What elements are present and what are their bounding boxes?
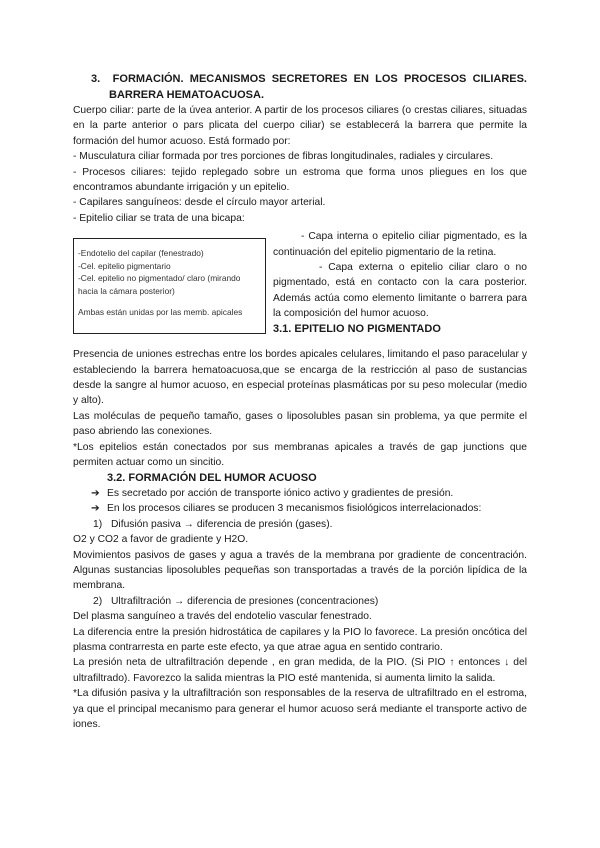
arrow-right-icon: ➔ [91, 503, 100, 515]
item-number: 1) [93, 518, 103, 530]
item-text: Difusión pasiva → diferencia de presión (gases). [111, 518, 333, 530]
heading-title: FORMACIÓN. MECANISMOS SECRETORES EN LOS PROCESOS CILIARES. [112, 73, 527, 85]
intro-item: - Capilares sanguíneos: desde el círculo mayor arterial. [73, 197, 326, 209]
paragraph: *Los epitelios están conectados por sus membranas apicales a través de gap junctions que permiten actuar como un sincitio. [73, 441, 527, 469]
bullet-item [73, 501, 527, 516]
bullet-item [73, 486, 527, 501]
numbered-item [73, 517, 527, 532]
document-page [73, 72, 527, 733]
heading-line-2: BARRERA HEMATOACUOSA. [109, 88, 265, 101]
box-line: Ambas están unidas por las memb. apicales [78, 306, 243, 317]
box-line: -Endotelio del capilar (fenestrado) [78, 248, 204, 259]
intro-item: - Procesos ciliares: tejido replegado sobre un estroma que forma unos pliegues en los que encontramos abundante irrigación y un epitelio. [73, 166, 527, 194]
paragraph: Del plasma sanguíneo a través del endotelio vascular fenestrado. [73, 611, 372, 623]
diagram-label-box [73, 238, 266, 334]
section-3-1-title: 3.1. EPITELIO NO PIGMENTADO [273, 322, 441, 335]
paragraph: Movimientos pasivos de gases y agua a través de la membrana por gradiente de concentración. Algunas sustancias liposolubles pequeñas son transportadas a través de la porción lipídica de la membrana. [73, 549, 527, 592]
box-line: hacia la cámara posterior) [78, 286, 175, 297]
box-line: -Cel. epitelio no pigmentado/ claro (mirando [78, 273, 241, 284]
section-heading [73, 72, 527, 103]
bilayer-description [273, 229, 527, 337]
outer-layer-text: - Capa externa o epitelio ciliar claro o no pigmentado, está en contacto con la cara posterior. Además actúa como elemento limitante o barrera para la composición del humor acuoso. [273, 262, 527, 320]
paragraph: *La difusión pasiva y la ultrafiltración son responsables de la reserva de ultrafiltrado en el estroma, ya que el principal mecanismo para generar el humor acuoso será mediante el transporte activo de iones. [73, 688, 527, 731]
paragraph: La presión neta de ultrafiltración depende , en gran medida, de la PIO. (Si PIO ↑ entonces ↓ del ultrafiltrado). Favorezco la salida mientras la PIO esté mantenida, si aumenta limito la salida. [73, 657, 527, 684]
item-number: 2) [93, 595, 103, 607]
bilayer-section [73, 229, 527, 347]
heading-line-1 [73, 72, 527, 88]
intro-item: - Epitelio ciliar se trata de una bicapa: [73, 212, 245, 224]
inner-layer-text: - Capa interna o epitelio ciliar pigmentado, es la continuación del epitelio pigmentario de la retina. [273, 231, 527, 258]
item-text: Ultrafiltración → diferencia de presiones (concentraciones) [111, 595, 379, 607]
intro-paragraph: Cuerpo ciliar: parte de la úvea anterior. A partir de los procesos ciliares (o crestas ciliares, situadas en la parte anterior o pars plicata del cuerpo ciliar) se establecerá la barrera que permite la formación del humor acuoso. Está formado por: [73, 105, 527, 147]
box-line: -Cel. epitelio pigmentario [78, 260, 171, 271]
paragraph: Presencia de uniones estrechas entre los bordes apicales celulares, limitando el paso paracelular y estableciendo la barrera hematoacuosa,que se encarga de la restricción al paso de sustancias desde la sangre al humor acuoso, en especial proteínas plasmáticas por su peso molecular (medio y alto). [73, 349, 527, 407]
paragraph: La diferencia entre la presión hidrostática de capilares y la PIO lo favorece. La presión oncótica del plasma contrarresta en parte este efecto, ya que atrae agua en sentido contrario. [73, 626, 527, 654]
bullet-text: Es secretado por acción de transporte iónico activo y gradientes de presión. [107, 488, 454, 499]
arrow-right-icon: ➔ [91, 488, 100, 499]
heading-number: 3. [91, 73, 101, 85]
paragraph: Las moléculas de pequeño tamaño, gases o liposolubles pasan sin problema, ya que permite el paso abriendo las conexiones. [73, 410, 527, 438]
numbered-item [73, 594, 527, 609]
bullet-text: En los procesos ciliares se producen 3 mecanismos fisiológicos interrelacionados: [107, 503, 482, 515]
section-3-2-title: 3.2. FORMACIÓN DEL HUMOR ACUOSO [107, 471, 317, 484]
intro-item: - Musculatura ciliar formada por tres porciones de fibras longitudinales, radiales y circulares. [73, 151, 494, 163]
paragraph: O2 y CO2 a favor de gradiente y H2O. [73, 534, 249, 546]
